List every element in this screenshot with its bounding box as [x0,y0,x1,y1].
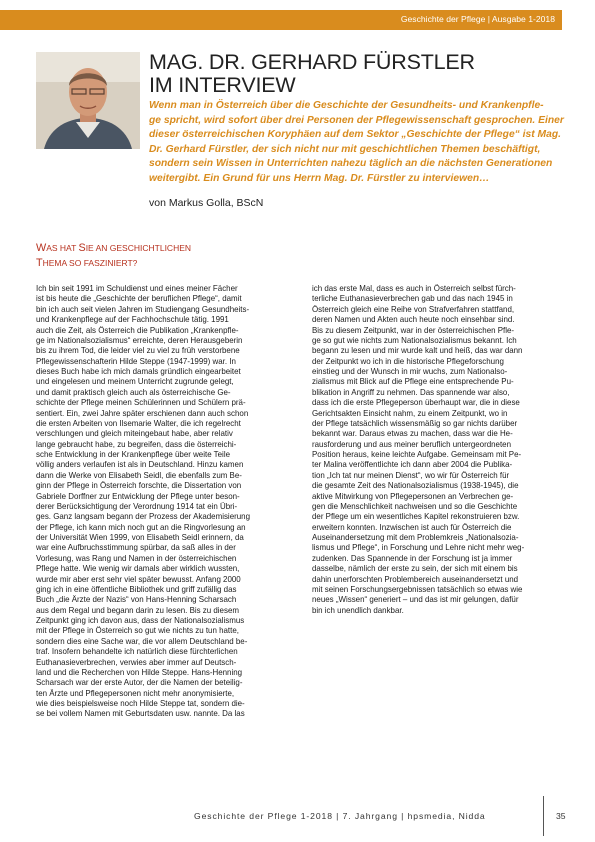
body-line: Zeitpunkt ging ich davon aus, dass der Nationalsozialismus [36,616,245,625]
body-line: bin ich unendlich dankbar. [312,605,404,615]
body-line: ist bis heute die „Geschichte der beruflichen Pflege“, damit [36,294,242,304]
body-line: rausforderung und aus meiner beruflich untergeordneten [312,439,512,449]
body-line: der Pflege tatsächlich wissensmäßig so gar nichts darüber [312,418,518,428]
lead-line: Dr. Gerhard Fürstler, der sich nicht nur mit geschichtlichen Themen beschäftigt, [149,143,541,155]
body-line: aus dem Regal und begann darin zu lesen. Bis zu diesem [36,605,239,615]
body-line: ten Ärzte und Pflegepersonen nicht mehr anonymisierte, [36,688,235,698]
body-line: deren Namen und Akten auch heute noch einsehbar sind. [312,315,515,325]
body-line: sche Entwicklung in der Krankenpflege über weite Teile [36,450,230,459]
body-line: mit seinen Forschungsergebnissen tatsächlich so etwas wie [312,584,523,594]
running-title: Geschichte der Pflege | Ausgabe 1-2018 [400,14,555,24]
lead-line: Wenn man in Österreich über die Geschichte der Gesundheits- und Krankenpfle- [149,100,544,111]
body-line: der Pflege, ich kann mich noch gut an die Ringvorlesung an [36,522,246,532]
body-line: dass ich die erste Pflegeperson überhaupt war, die in diese [312,398,520,408]
body-line: ich das erste Mal, dass es auch in Österreich selbst fürch- [312,284,516,293]
body-line: dann die Werke von Elisabeth Seidl, die ebenfalls zum Be- [36,470,242,480]
body-line: sentiert. Ein, zwei Jahre später erschienen dann auch schon [36,408,249,418]
body-line: Vorlesung, was Rang und Namen in der österreichischen [36,553,237,563]
section-heading-line [36,256,276,271]
lead-line: sondern sein Wissen in Unterrichten nahezu täglich an die nächsten Generationen [149,158,553,169]
body-line: tion „Ich tat nur meinen Dienst“, wo wir für Österreich für [312,470,510,480]
body-line: ging ich in eine öffentliche Bibliothek und griff zufällig das [36,584,237,594]
body-line: Euthanasieverbrechen, verwies aber immer auf Deutsch- [36,657,237,667]
body-line: dasselbe, nämlich der erste zu sein, der sich mit einem bis [312,564,518,574]
body-line: auch die Zeit, als Österreich die Publikation „Krankenpfle- [36,325,239,335]
title-line: IM INTERVIEW [149,73,296,97]
body-line: land und die Recherchen von Hilde Steppe. Hans-Henning [36,667,243,677]
body-line: ge so gut wie nichts zum Nationalsozialismus bekannt. Ich [312,335,517,345]
body-line: bin ich auch seit vielen Jahren im Studiengang Gesundheits- [36,304,250,314]
body-line: bekannt war. Daraus etwas zu machen, dass war die He- [312,429,513,439]
footer-divider [543,796,544,836]
body-line: derer Berücksichtigung der Verordnung 1914 tat ein Übri- [36,501,238,511]
body-line: ter Malina veröffentlichte ich dann aber 2004 die Publika- [312,460,513,470]
body-line: zudenken. Das Spannende in der Forschung ist ja immer [312,553,513,563]
lead-line: dieser österreichischen Koryphäen auf dem Sektor „Geschichte der Pflege“ ist Mag. [149,129,562,140]
lead-paragraph [149,99,565,186]
body-line: zialismus mit Blick auf die Pflege eine entsprechende Pu- [312,377,514,387]
body-line: Ich bin seit 1991 im Schuldienst und eines meiner Fächer [36,284,238,293]
body-column-right [312,284,560,616]
title-line: MAG. DR. GERHARD FÜRSTLER [149,50,475,74]
heading-smallcaps: HEMA SO FASZINIERT? [42,258,138,268]
body-line: dahin unerforschten Problembereich auseinandersetzt und [312,574,519,584]
body-line: Position heraus, keine leichte Aufgabe. Gemeinsam mit Pe- [312,450,522,459]
body-line: völlig anders verlaufen ist als in Deutschland. Hinzu kamen [36,460,244,470]
body-line: terliche Euthanasieverbrechen gab und das nach 1945 in [312,294,513,304]
body-line: wurde mir aber erst sehr viel später bewusst. Anfang 2000 [36,574,241,584]
article-title [149,51,569,97]
heading-cap: S [78,242,86,254]
body-line: erweitern konnten. Inzwischen ist auch für Österreich die [312,522,512,532]
body-line: schichte der Pflege meinen Schülerinnen und Schülern prä- [36,398,246,408]
body-line: mit der Pflege in Österreich so gut wie nichts zu tun hatte, [36,626,239,636]
body-line: lange gebraucht habe, zu begreifen, dass die österreichi- [36,439,237,449]
body-line: verschlungen und gleich miteingebaut habe, aber relativ [36,429,233,439]
body-line: war eine Aufbruchsstimmung spürbar, da saß alles in der [36,543,236,553]
body-line: der Zeitpunkt wo ich in die historische Pflegeforschung [312,356,504,366]
body-column-left [36,284,273,720]
body-line: aktive Mitwirkung von Pflegepersonen an Verbrechen ge- [312,491,514,501]
body-line: einstieg und der Wunsch in mir wuchs, zum Nationalso- [312,367,508,376]
body-line: sondern dies eine Sache war, die vor allem Deutschland be- [36,636,248,646]
body-line: Österreich gleich eine Reihe von Strafverfahren stattfand, [312,304,515,314]
body-line: wie dies beispielsweise noch Hilde Steppe tat, sondern die- [36,699,245,708]
heading-smallcaps: IE AN GESCHICHTLICHEN [85,243,192,253]
portrait-image [36,52,140,149]
body-line: bis zu ihrem Tod, die leider viel zu viel zu früh verstorbene [36,346,240,356]
section-heading-line [36,241,276,256]
page-number: 35 [556,811,566,821]
body-line: se bei vollem Namen mit Geburtsdaten usw. nannte. Da las [36,709,245,719]
body-line: Pflegewissenschafterin Hilde Steppe (1947-1999) war. In [36,356,236,366]
body-line: neues „Wissen“ generiert – und das ist mir gelungen, dafür [312,595,519,605]
body-line: ge im Nationalsozialismus“ erreichte, deren Herausgeberin [36,335,243,345]
heading-cap: W [36,242,47,254]
lead-line: ge spricht, wird sofort über drei Personen der Pflegewissenschaft gesprochen. Einer [149,114,564,126]
body-line: und Krankenpflege auf der Fachhochschule tätig. 1991 [36,315,229,325]
body-line: Auseinandersetzung mit dem Problemkreis „Nationalsozia- [312,533,519,542]
body-line: der Pflege um ein wesentliches Kapitel rekonstruieren bzw. [312,512,520,522]
author-portrait [36,52,140,149]
body-line: und eingelesen und meinem Unterricht zugrunde gelegt, [36,377,234,387]
body-line: dieses Buch habe ich mich damals gründlich eingearbeitet [36,367,241,376]
body-line: begann zu lesen und mir wurde kalt und heiß, das war dann [312,346,523,356]
body-line: ges. Ganz langsam begann der Prozess der Akademisierung [36,512,250,522]
body-line: ginn der Pflege in Österreich forschte, die Dissertation von [36,481,242,491]
body-line: Bis zu diesem Zeitpunkt, war in der österreichischen Pfle- [312,325,515,335]
heading-cap: T [36,257,43,269]
body-line: Buch „die Ärzte der Nazis“ von Hans-Henning Scharsach [36,595,237,605]
section-heading [36,241,276,271]
footer-text: Geschichte der Pflege 1-2018 | 7. Jahrgang | hpsmedia, Nidda [194,811,486,821]
body-line: Gerichtsakten Einsicht nahm, zu einem Zeitpunkt, wo in [312,408,508,418]
body-line: lismus und Pflege“, in Forschung und Lehre nicht mehr weg- [312,543,525,553]
body-line: Pflege hatte. Wie wenig wir damals aber wirklich wussten, [36,564,240,574]
body-line: der Universität Wien 1999, von Elisabeth Seidl erinnern, da [36,533,244,542]
body-line: blikation in Angriff zu nehmen. Das spannende war also, [312,387,510,397]
body-line: Gabriele Dorffner zur Entwicklung der Pflege unter beson- [36,491,240,501]
body-line: die gesamte Zeit des Nationalsozialismus (1938-1945), die [312,481,519,491]
body-line: traf. Insofern behandelte ich natürlich diese fürchterlichen [36,647,238,657]
lead-line: weitergibt. Ein Grund für uns Herrn Mag. Dr. Fürstler zu interviewen… [149,172,490,184]
body-line: Scharsach war der erste Autor, der die Namen der beteilig- [36,678,243,688]
heading-smallcaps: AS HAT [46,243,79,253]
body-line: die ersten Arbeiten von Ilsemarie Walter, die ich regelrecht [36,418,241,428]
body-line: gen die Menschlichkeit nachweisen und so die Geschichte [312,501,518,511]
byline: von Markus Golla, BScN [149,197,264,209]
body-line: und damit praktisch gleich auch als österreichische Ge- [36,387,231,397]
